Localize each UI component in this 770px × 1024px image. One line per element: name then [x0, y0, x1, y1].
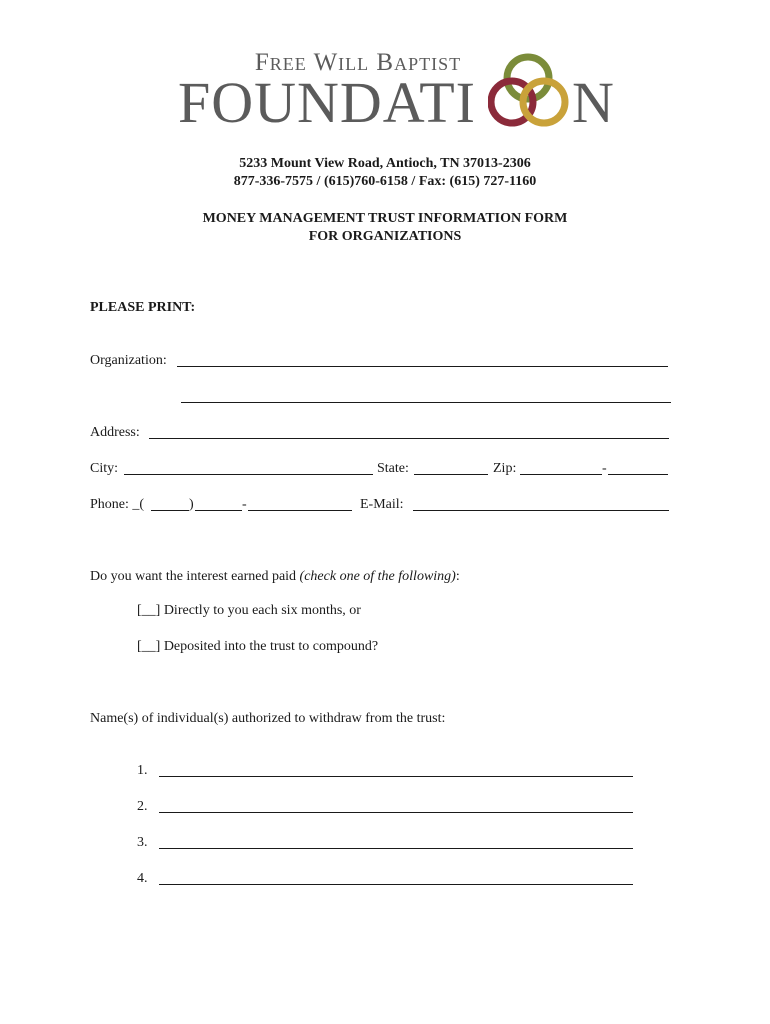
email-field[interactable]: [413, 510, 669, 511]
address-label: Address:: [90, 425, 140, 440]
city-label: City:: [90, 461, 119, 476]
interest-option-directly[interactable]: [__] Directly to you each six months, or: [137, 603, 361, 618]
logo-main-text: FOUNDATI: [178, 70, 476, 135]
zip-ext-field[interactable]: [608, 474, 668, 475]
interest-option-compound[interactable]: [__] Deposited into the trust to compound?: [137, 639, 379, 654]
organization-field[interactable]: [177, 366, 668, 367]
interest-question-colon: :: [455, 569, 460, 584]
authorized-number: 2.: [137, 799, 148, 814]
authorized-name-field-4[interactable]: [159, 884, 633, 885]
authorized-name-field-2[interactable]: [159, 812, 633, 813]
logo-top-text: Free Will Baptist: [254, 49, 462, 76]
state-field[interactable]: [414, 474, 488, 475]
state-label: State:: [377, 461, 409, 476]
logo-rings-icon: [488, 50, 578, 132]
address-field[interactable]: [149, 438, 669, 439]
logo-end-letter: N: [572, 70, 614, 135]
organization-label: Organization:: [90, 353, 167, 368]
phone-paren: ): [189, 497, 194, 512]
please-print-heading: PLEASE PRINT:: [90, 300, 196, 315]
authorized-number: 1.: [137, 763, 148, 778]
email-label: E-Mail:: [360, 497, 404, 512]
phone-area-field[interactable]: [151, 510, 189, 511]
authorized-number: 4.: [137, 871, 148, 886]
authorized-label: Name(s) of individual(s) authorized to withdraw from the trust:: [90, 711, 446, 726]
authorized-name-field-3[interactable]: [159, 848, 633, 849]
form-title-line1: MONEY MANAGEMENT TRUST INFORMATION FORM: [202, 211, 568, 226]
interest-question-text: Do you want the interest earned paid: [90, 569, 300, 584]
phone-label: Phone: _(: [90, 497, 145, 512]
interest-question: [90, 568, 460, 586]
phone-dash: -: [242, 497, 247, 512]
phone-prefix-field[interactable]: [195, 510, 242, 511]
zip-separator: -: [602, 461, 607, 476]
form-title-line2: FOR ORGANIZATIONS: [308, 229, 462, 244]
zip-field[interactable]: [520, 474, 602, 475]
phone-line: 877-336-7575 / (615)760-6158 / Fax: (615) 727-1160: [233, 174, 537, 189]
phone-number-field[interactable]: [248, 510, 352, 511]
interest-question-hint: (check one of the following): [299, 569, 456, 584]
authorized-number: 3.: [137, 835, 148, 850]
city-field[interactable]: [124, 474, 373, 475]
address-line: 5233 Mount View Road, Antioch, TN 37013-2306: [239, 156, 531, 171]
organization-field-line2[interactable]: [181, 402, 671, 403]
zip-label: Zip:: [493, 461, 517, 476]
authorized-name-field-1[interactable]: [159, 776, 633, 777]
